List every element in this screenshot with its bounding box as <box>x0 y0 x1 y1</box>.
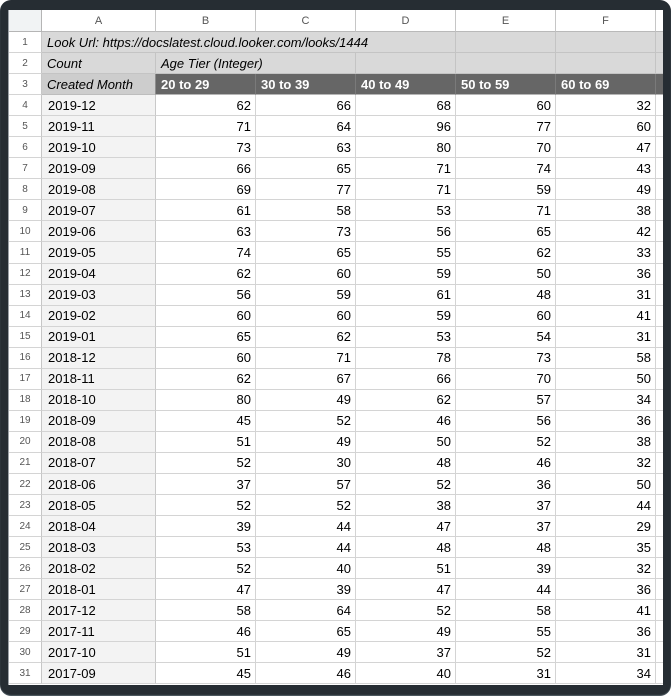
value-cell[interactable]: 36 <box>556 579 656 600</box>
value-cell[interactable]: 55 <box>356 242 456 263</box>
value-cell[interactable]: 65 <box>456 221 556 242</box>
row-number-15[interactable]: 15 <box>9 327 42 348</box>
value-cell[interactable]: 52 <box>356 474 456 495</box>
value-cell[interactable]: 61 <box>356 285 456 306</box>
value-cell[interactable]: 50 <box>456 264 556 285</box>
value-cell[interactable]: 60 <box>156 306 256 327</box>
value-cell[interactable]: 45 <box>156 411 256 432</box>
value-cell[interactable]: 46 <box>456 453 556 474</box>
value-cell[interactable]: 53 <box>156 537 256 558</box>
value-cell[interactable]: 57 <box>256 474 356 495</box>
value-cell[interactable]: 53 <box>356 200 456 221</box>
value-cell[interactable]: 56 <box>156 285 256 306</box>
measure-label-cell[interactable]: Count <box>42 53 156 74</box>
row-number-30[interactable]: 30 <box>9 642 42 663</box>
tier-header-40-49[interactable]: 40 to 49 <box>356 74 456 95</box>
value-cell[interactable]: 96 <box>356 116 456 137</box>
value-cell[interactable]: 37 <box>356 642 456 663</box>
value-cell[interactable]: 40 <box>356 663 456 684</box>
value-cell[interactable]: 49 <box>256 390 356 411</box>
dimension-label-cell[interactable]: Created Month <box>42 74 156 95</box>
value-cell[interactable]: 45 <box>156 663 256 684</box>
value-cell[interactable]: 64 <box>256 116 356 137</box>
tier-header-30-39[interactable]: 30 to 39 <box>256 74 356 95</box>
overflow-cell <box>656 600 663 621</box>
value-cell[interactable]: 63 <box>256 137 356 158</box>
month-cell[interactable]: 2017-09 <box>42 663 156 684</box>
value-cell[interactable]: 54 <box>456 327 556 348</box>
overflow-cell <box>656 474 663 495</box>
value-cell[interactable]: 48 <box>456 285 556 306</box>
value-cell[interactable]: 46 <box>256 663 356 684</box>
month-cell[interactable]: 2018-07 <box>42 453 156 474</box>
value-cell[interactable]: 31 <box>556 285 656 306</box>
month-cell[interactable]: 2019-05 <box>42 242 156 263</box>
column-header-a[interactable]: A <box>42 10 156 32</box>
value-cell[interactable]: 37 <box>456 516 556 537</box>
value-cell[interactable]: 58 <box>556 348 656 369</box>
value-cell[interactable]: 47 <box>356 516 456 537</box>
value-cell[interactable]: 59 <box>356 306 456 327</box>
value-cell[interactable]: 77 <box>456 116 556 137</box>
row-number-27[interactable]: 27 <box>9 579 42 600</box>
value-cell[interactable]: 62 <box>356 390 456 411</box>
column-header-f[interactable]: F <box>556 10 656 32</box>
value-cell[interactable]: 44 <box>556 495 656 516</box>
month-cell[interactable]: 2019-04 <box>42 264 156 285</box>
month-cell[interactable]: 2019-06 <box>42 221 156 242</box>
value-cell[interactable]: 80 <box>156 390 256 411</box>
month-cell[interactable]: 2019-12 <box>42 95 156 116</box>
overflow-cell <box>656 390 663 411</box>
value-cell[interactable]: 52 <box>156 495 256 516</box>
row-number-1[interactable]: 1 <box>9 32 42 53</box>
value-cell[interactable]: 33 <box>556 242 656 263</box>
value-cell[interactable]: 70 <box>456 137 556 158</box>
month-cell[interactable]: 2019-11 <box>42 116 156 137</box>
overflow-cell <box>656 53 663 74</box>
month-cell[interactable]: 2019-03 <box>42 285 156 306</box>
month-cell[interactable]: 2018-04 <box>42 516 156 537</box>
value-cell[interactable]: 29 <box>556 516 656 537</box>
overflow-cell <box>656 579 663 600</box>
value-cell[interactable]: 65 <box>156 327 256 348</box>
value-cell[interactable]: 39 <box>156 516 256 537</box>
value-cell[interactable]: 49 <box>356 621 456 642</box>
month-cell[interactable]: 2018-08 <box>42 432 156 453</box>
value-cell[interactable]: 36 <box>556 264 656 285</box>
value-cell[interactable]: 34 <box>556 663 656 684</box>
value-cell[interactable]: 71 <box>356 179 456 200</box>
month-cell[interactable]: 2017-12 <box>42 600 156 621</box>
overflow-cell <box>656 179 663 200</box>
value-cell[interactable]: 58 <box>156 600 256 621</box>
value-cell[interactable]: 52 <box>156 453 256 474</box>
tier-header-60-69[interactable]: 60 to 69 <box>556 74 656 95</box>
look-url-cell[interactable]: Look Url: https://docslatest.cloud.looker.com/looks/1444 <box>42 32 456 53</box>
value-cell[interactable]: 80 <box>356 137 456 158</box>
month-cell[interactable]: 2018-02 <box>42 558 156 579</box>
row-number-3[interactable]: 3 <box>9 74 42 95</box>
row-number-20[interactable]: 20 <box>9 432 42 453</box>
overflow-cell <box>656 285 663 306</box>
value-cell[interactable]: 51 <box>356 558 456 579</box>
value-cell[interactable]: 71 <box>156 116 256 137</box>
value-cell[interactable]: 41 <box>556 600 656 621</box>
value-cell[interactable]: 39 <box>256 579 356 600</box>
value-cell[interactable]: 58 <box>256 200 356 221</box>
value-cell[interactable]: 73 <box>256 221 356 242</box>
value-cell[interactable]: 56 <box>456 411 556 432</box>
row-number-14[interactable]: 14 <box>9 306 42 327</box>
select-all-corner[interactable] <box>9 10 42 32</box>
value-cell[interactable]: 52 <box>256 411 356 432</box>
column-header-d[interactable]: D <box>356 10 456 32</box>
overflow-cell <box>656 95 663 116</box>
row-number-23[interactable]: 23 <box>9 495 42 516</box>
value-cell[interactable]: 62 <box>156 264 256 285</box>
value-cell[interactable]: 73 <box>156 137 256 158</box>
month-cell[interactable]: 2018-06 <box>42 474 156 495</box>
month-cell[interactable]: 2017-10 <box>42 642 156 663</box>
overflow-cell <box>656 642 663 663</box>
row-number-13[interactable]: 13 <box>9 285 42 306</box>
overflow-cell <box>656 116 663 137</box>
value-cell[interactable]: 56 <box>356 221 456 242</box>
value-cell[interactable]: 71 <box>356 158 456 179</box>
row-number-6[interactable]: 6 <box>9 137 42 158</box>
month-cell[interactable]: 2019-07 <box>42 200 156 221</box>
overflow-cell <box>656 32 663 53</box>
value-cell[interactable]: 38 <box>356 495 456 516</box>
overflow-cell <box>656 242 663 263</box>
row-number-2[interactable]: 2 <box>9 53 42 74</box>
row-number-8[interactable]: 8 <box>9 179 42 200</box>
overflow-cell <box>656 558 663 579</box>
value-cell[interactable]: 62 <box>256 327 356 348</box>
value-cell[interactable]: 52 <box>356 600 456 621</box>
value-cell[interactable]: 65 <box>256 621 356 642</box>
value-cell[interactable]: 67 <box>256 369 356 390</box>
value-cell[interactable]: 49 <box>256 642 356 663</box>
overflow-cell <box>656 221 663 242</box>
value-cell[interactable]: 50 <box>356 432 456 453</box>
value-cell[interactable]: 39 <box>456 558 556 579</box>
overflow-cell <box>656 453 663 474</box>
month-cell[interactable]: 2017-11 <box>42 621 156 642</box>
row-number-9[interactable]: 9 <box>9 200 42 221</box>
month-cell[interactable]: 2019-10 <box>42 137 156 158</box>
overflow-cell <box>656 200 663 221</box>
value-cell[interactable]: 64 <box>256 600 356 621</box>
row-number-5[interactable]: 5 <box>9 116 42 137</box>
row-number-17[interactable]: 17 <box>9 369 42 390</box>
value-cell[interactable]: 59 <box>456 179 556 200</box>
value-cell[interactable]: 52 <box>456 432 556 453</box>
value-cell[interactable]: 51 <box>156 432 256 453</box>
value-cell[interactable]: 48 <box>356 453 456 474</box>
row-number-7[interactable]: 7 <box>9 158 42 179</box>
value-cell[interactable]: 40 <box>256 558 356 579</box>
value-cell[interactable]: 65 <box>256 158 356 179</box>
month-cell[interactable]: 2018-01 <box>42 579 156 600</box>
value-cell[interactable]: 48 <box>356 537 456 558</box>
value-cell[interactable]: 30 <box>256 453 356 474</box>
month-cell[interactable]: 2018-03 <box>42 537 156 558</box>
value-cell[interactable]: 32 <box>556 558 656 579</box>
value-cell[interactable]: 52 <box>456 642 556 663</box>
value-cell[interactable]: 48 <box>456 537 556 558</box>
overflow-cell <box>656 74 663 95</box>
value-cell[interactable]: 57 <box>456 390 556 411</box>
row-number-31[interactable]: 31 <box>9 663 42 684</box>
value-cell[interactable]: 58 <box>456 600 556 621</box>
value-cell[interactable]: 62 <box>456 242 556 263</box>
row-number-25[interactable]: 25 <box>9 537 42 558</box>
value-cell[interactable]: 77 <box>256 179 356 200</box>
value-cell[interactable]: 43 <box>556 158 656 179</box>
value-cell[interactable]: 55 <box>456 621 556 642</box>
empty-cell[interactable] <box>556 32 656 53</box>
overflow-cell <box>656 432 663 453</box>
value-cell[interactable]: 74 <box>156 242 256 263</box>
row-number-10[interactable]: 10 <box>9 221 42 242</box>
value-cell[interactable]: 49 <box>256 432 356 453</box>
value-cell[interactable]: 62 <box>156 95 256 116</box>
overflow-cell <box>656 306 663 327</box>
value-cell[interactable]: 60 <box>256 306 356 327</box>
value-cell[interactable]: 52 <box>156 558 256 579</box>
value-cell[interactable]: 71 <box>256 348 356 369</box>
value-cell[interactable]: 35 <box>556 537 656 558</box>
value-cell[interactable]: 50 <box>556 474 656 495</box>
value-cell[interactable]: 31 <box>456 663 556 684</box>
value-cell[interactable]: 46 <box>356 411 456 432</box>
value-cell[interactable]: 60 <box>556 116 656 137</box>
month-cell[interactable]: 2018-10 <box>42 390 156 411</box>
value-cell[interactable]: 59 <box>356 264 456 285</box>
value-cell[interactable]: 69 <box>156 179 256 200</box>
row-number-12[interactable]: 12 <box>9 264 42 285</box>
month-cell[interactable]: 2018-09 <box>42 411 156 432</box>
value-cell[interactable]: 59 <box>256 285 356 306</box>
value-cell[interactable]: 37 <box>456 495 556 516</box>
value-cell[interactable]: 50 <box>556 369 656 390</box>
value-cell[interactable]: 47 <box>356 579 456 600</box>
overflow-cell <box>656 327 663 348</box>
month-cell[interactable]: 2018-05 <box>42 495 156 516</box>
value-cell[interactable]: 31 <box>556 642 656 663</box>
empty-cell[interactable] <box>456 53 556 74</box>
value-cell[interactable]: 61 <box>156 200 256 221</box>
month-cell[interactable]: 2018-12 <box>42 348 156 369</box>
overflow-cell <box>656 158 663 179</box>
value-cell[interactable]: 31 <box>556 327 656 348</box>
tier-header-50-59[interactable]: 50 to 59 <box>456 74 556 95</box>
value-cell[interactable]: 51 <box>156 642 256 663</box>
value-cell[interactable]: 42 <box>556 221 656 242</box>
value-cell[interactable]: 71 <box>456 200 556 221</box>
value-cell[interactable]: 32 <box>556 453 656 474</box>
value-cell[interactable]: 44 <box>256 516 356 537</box>
overflow-cell <box>656 516 663 537</box>
value-cell[interactable]: 65 <box>256 242 356 263</box>
value-cell[interactable]: 60 <box>456 95 556 116</box>
column-header-e[interactable]: E <box>456 10 556 32</box>
row-number-22[interactable]: 22 <box>9 474 42 495</box>
value-cell[interactable]: 74 <box>456 158 556 179</box>
value-cell[interactable]: 47 <box>556 137 656 158</box>
value-cell[interactable]: 62 <box>156 369 256 390</box>
month-cell[interactable]: 2018-11 <box>42 369 156 390</box>
row-number-28[interactable]: 28 <box>9 600 42 621</box>
value-cell[interactable]: 47 <box>156 579 256 600</box>
value-cell[interactable]: 41 <box>556 306 656 327</box>
overflow-cell <box>656 264 663 285</box>
row-number-4[interactable]: 4 <box>9 95 42 116</box>
value-cell[interactable]: 36 <box>556 411 656 432</box>
value-cell[interactable]: 46 <box>156 621 256 642</box>
value-cell[interactable]: 49 <box>556 179 656 200</box>
value-cell[interactable]: 60 <box>456 306 556 327</box>
month-cell[interactable]: 2019-08 <box>42 179 156 200</box>
value-cell[interactable]: 34 <box>556 390 656 411</box>
row-number-21[interactable]: 21 <box>9 453 42 474</box>
overflow-cell <box>656 495 663 516</box>
value-cell[interactable]: 44 <box>456 579 556 600</box>
overflow-cell <box>656 348 663 369</box>
value-cell[interactable]: 32 <box>556 95 656 116</box>
row-number-16[interactable]: 16 <box>9 348 42 369</box>
value-cell[interactable]: 60 <box>156 348 256 369</box>
row-number-26[interactable]: 26 <box>9 558 42 579</box>
value-cell[interactable]: 44 <box>256 537 356 558</box>
month-cell[interactable]: 2019-09 <box>42 158 156 179</box>
overflow-cell <box>656 137 663 158</box>
month-cell[interactable]: 2019-01 <box>42 327 156 348</box>
column-header-c[interactable]: C <box>256 10 356 32</box>
value-cell[interactable]: 36 <box>556 621 656 642</box>
row-number-29[interactable]: 29 <box>9 621 42 642</box>
value-cell[interactable]: 38 <box>556 432 656 453</box>
overflow-cell <box>656 621 663 642</box>
value-cell[interactable]: 68 <box>356 95 456 116</box>
value-cell[interactable]: 60 <box>256 264 356 285</box>
row-number-24[interactable]: 24 <box>9 516 42 537</box>
column-header-overflow <box>656 10 663 32</box>
column-header-b[interactable]: B <box>156 10 256 32</box>
empty-cell[interactable] <box>456 32 556 53</box>
value-cell[interactable]: 36 <box>456 474 556 495</box>
value-cell[interactable]: 78 <box>356 348 456 369</box>
value-cell[interactable]: 38 <box>556 200 656 221</box>
overflow-cell <box>656 663 663 684</box>
tier-header-20-29[interactable]: 20 to 29 <box>156 74 256 95</box>
value-cell[interactable]: 66 <box>156 158 256 179</box>
overflow-cell <box>656 369 663 390</box>
value-cell[interactable]: 37 <box>156 474 256 495</box>
row-number-11[interactable]: 11 <box>9 242 42 263</box>
spreadsheet-grid <box>8 10 663 685</box>
pivot-label-cell[interactable]: Age Tier (Integer) <box>156 53 356 74</box>
value-cell[interactable]: 53 <box>356 327 456 348</box>
value-cell[interactable]: 52 <box>256 495 356 516</box>
month-cell[interactable]: 2019-02 <box>42 306 156 327</box>
value-cell[interactable]: 70 <box>456 369 556 390</box>
row-number-18[interactable]: 18 <box>9 390 42 411</box>
overflow-cell <box>656 537 663 558</box>
value-cell[interactable]: 66 <box>356 369 456 390</box>
value-cell[interactable]: 73 <box>456 348 556 369</box>
row-number-19[interactable]: 19 <box>9 411 42 432</box>
value-cell[interactable]: 63 <box>156 221 256 242</box>
overflow-cell <box>656 411 663 432</box>
empty-cell[interactable] <box>356 53 456 74</box>
value-cell[interactable]: 66 <box>256 95 356 116</box>
empty-cell[interactable] <box>556 53 656 74</box>
